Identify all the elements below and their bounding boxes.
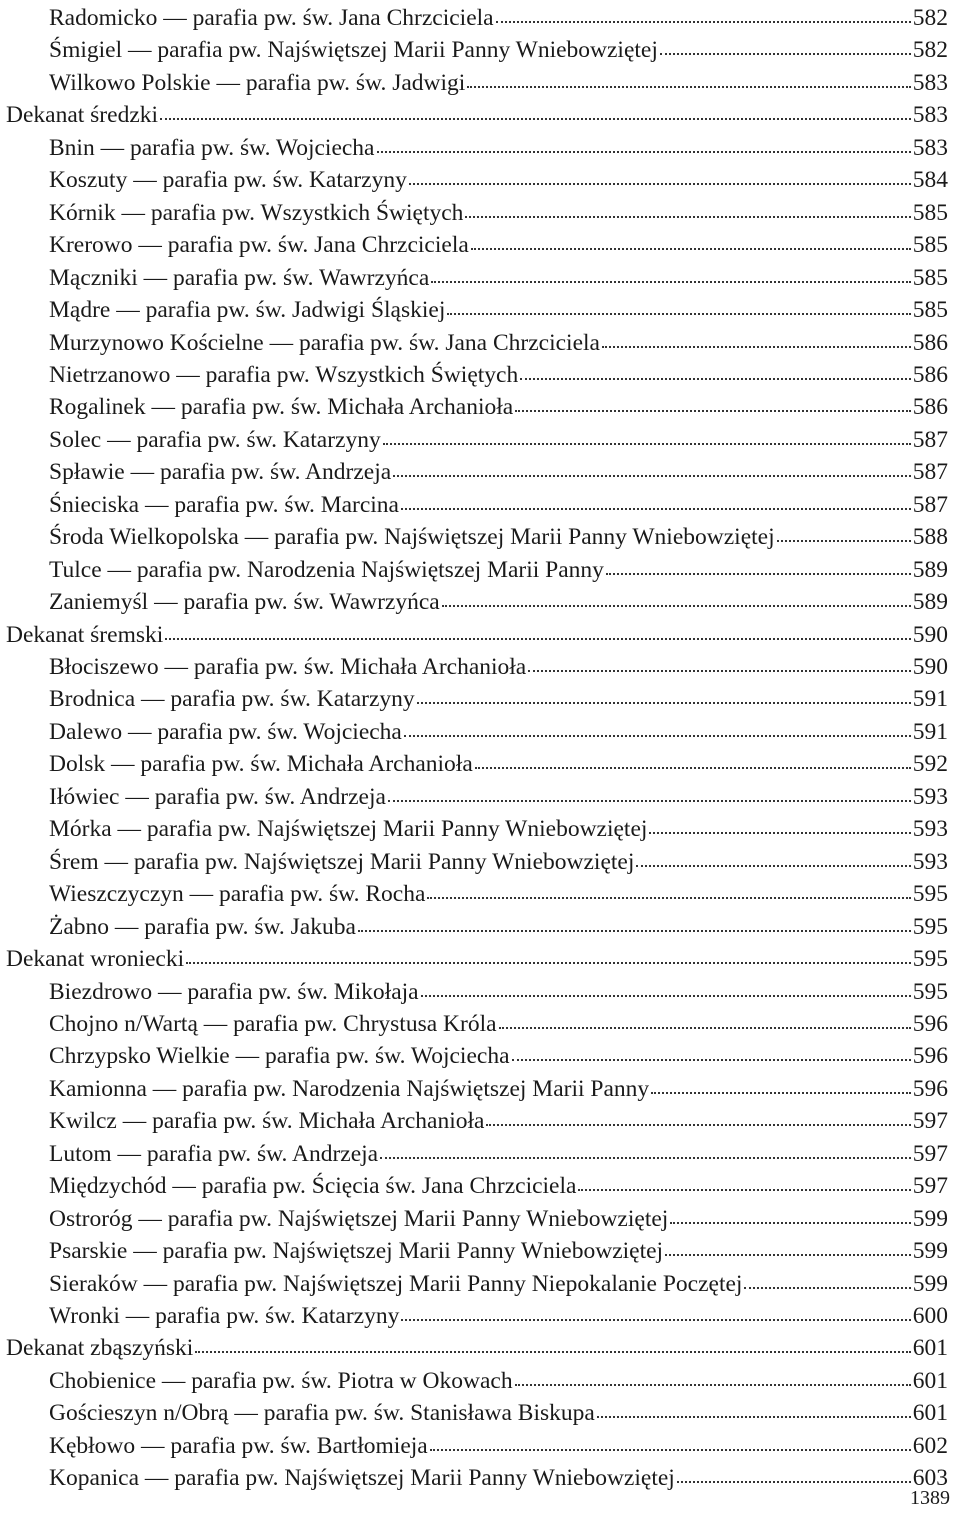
toc-entry-title: Krerowo — parafia pw. św. Jana Chrzciciela [49,232,469,259]
dot-leader [578,1189,910,1191]
dot-leader [677,1481,911,1483]
toc-entry-title: Solec — parafia pw. św. Katarzyny [49,426,381,453]
toc-entry-page-number: 599 [912,1205,948,1232]
toc-section-heading [6,943,948,975]
toc-entry-page-number: 582 [912,37,948,64]
dot-leader [471,248,911,250]
toc-section-heading [6,99,948,131]
toc-entry-page-number: 602 [912,1432,948,1459]
toc-entry-page-number: 603 [912,1465,948,1492]
page-number: 1389 [910,1487,950,1509]
toc-entry-page-number: 601 [912,1367,948,1394]
toc-entry-title: Iłówiec — parafia pw. św. Andrzeja [49,783,386,810]
toc-entry-page-number: 601 [912,1335,948,1362]
toc-entry [49,878,948,910]
dot-leader [447,313,910,315]
toc-entry-page-number: 583 [912,102,948,129]
toc-entry [49,164,948,196]
toc-entry [49,748,948,780]
dot-leader [401,1319,910,1321]
toc-entry [49,1170,948,1202]
dot-leader [636,865,910,867]
dot-leader [660,53,911,55]
toc-entry-title: Śrem — parafia pw. Najświętszej Marii Panny Wniebowziętej [49,848,635,875]
toc-entry-title: Nietrzanowo — parafia pw. Wszystkich Świętych [49,361,519,388]
dot-leader [665,1254,911,1256]
dot-leader [388,800,911,802]
dot-leader [515,410,911,412]
toc-entry-page-number: 597 [912,1108,948,1135]
toc-entry-title: Spławie — parafia pw. św. Andrzeja [49,459,392,486]
toc-entry-title: Tulce — parafia pw. Narodzenia Najświętszej Marii Panny [49,556,604,583]
toc-entry-page-number: 585 [912,264,948,291]
toc-entry-page-number: 587 [912,459,948,486]
toc-entry-page-number: 595 [912,978,948,1005]
dot-leader [602,346,911,348]
toc-entry [49,554,948,586]
dot-leader [670,1222,910,1224]
toc-entry [49,683,948,715]
dot-leader [606,573,911,575]
toc-entry-page-number: 595 [912,913,948,940]
toc-entry [49,489,948,521]
dot-leader [404,735,911,737]
dot-leader [160,118,911,120]
toc-entry-page-number: 589 [912,556,948,583]
dot-leader [465,216,910,218]
toc-entry-page-number: 596 [912,1043,948,1070]
dot-leader [430,1449,911,1451]
toc-entry-title: Sieraków — parafia pw. Najświętszej Marii Panny Niepokalanie Poczętej [49,1270,743,1297]
toc-entry-title: Dekanat średzki [6,102,159,129]
toc-entry [49,1430,948,1462]
dot-leader [486,1124,910,1126]
toc-entry-title: Bnin — parafia pw. św. Wojciecha [49,134,375,161]
toc-entry-page-number: 597 [912,1173,948,1200]
toc-entry-title: Kopanica — parafia pw. Najświętszej Marii Panny Wniebowziętej [49,1465,675,1492]
toc-entry [49,1235,948,1267]
toc-entry-page-number: 599 [912,1270,948,1297]
toc-entry-page-number: 583 [912,134,948,161]
toc-entry-title: Chobienice — parafia pw. św. Piotra w Okowach [49,1367,513,1394]
toc-entry-title: Mórka — parafia pw. Najświętszej Marii Panny Wniebowziętej [49,816,648,843]
toc-entry-title: Chrzypsko Wielkie — parafia pw. św. Wojciecha [49,1043,510,1070]
dot-leader [597,1416,911,1418]
toc-entry [49,813,948,845]
toc-entry-title: Wieszczyczyn — parafia pw. św. Rocha [49,881,426,908]
toc-entry-page-number: 582 [912,5,948,31]
dot-leader [744,1287,910,1289]
toc-entry-title: Dekanat zbąszyński [6,1335,194,1362]
toc-entry-page-number: 585 [912,199,948,226]
toc-entry-title: Dolsk — parafia pw. św. Michała Archanioła [49,751,473,778]
toc-entry-title: Rogalinek — parafia pw. św. Michała Archanioła [49,394,514,421]
toc-entry [49,67,948,99]
toc-entry [49,456,948,488]
toc-entry [49,262,948,294]
toc-entry-title: Dalewo — parafia pw. św. Wojciecha [49,718,402,745]
toc-entry [49,294,948,326]
dot-leader [427,897,910,899]
toc-entry [49,327,948,359]
toc-entry [49,1105,948,1137]
dot-leader [777,540,911,542]
toc-entry-title: Gościeszyn n/Obrą — parafia pw. św. Stanisława Biskupa [49,1400,595,1427]
toc-entry-page-number: 599 [912,1238,948,1265]
toc-entry-title: Ostroróg — parafia pw. Najświętszej Marii Panny Wniebowziętej [49,1205,669,1232]
toc-entry-title: Wilkowo Polskie — parafia pw. św. Jadwigi [49,69,466,96]
toc-entry [49,1073,948,1105]
toc-entry-page-number: 586 [912,394,948,421]
toc-entry [49,424,948,456]
toc-entry-title: Zaniemyśl — parafia pw. św. Wawrzyńca [49,589,440,616]
dot-leader [195,1351,910,1353]
dot-leader [499,1027,911,1029]
toc-entry-page-number: 587 [912,491,948,518]
dot-leader [649,832,910,834]
toc-entry-title: Kębłowo — parafia pw. św. Bartłomieja [49,1432,428,1459]
toc-entry [49,359,948,391]
toc-entry-page-number: 592 [912,751,948,778]
toc-entry-page-number: 591 [912,686,948,713]
toc-entry-title: Koszuty — parafia pw. św. Katarzyny [49,167,407,194]
toc-section-heading [6,1332,948,1364]
toc-entry-page-number: 600 [912,1303,948,1329]
toc-entry-title: Środa Wielkopolska — parafia pw. Najświętszej Marii Panny Wniebowziętej [49,524,775,551]
toc-entry-page-number: 597 [912,1140,948,1167]
toc-entry-page-number: 586 [912,361,948,388]
toc-entry-title: Biezdrowo — parafia pw. św. Mikołaja [49,978,419,1005]
toc-entry-title: Mądre — parafia pw. św. Jadwigi Śląskiej [49,297,446,324]
dot-leader [512,1059,911,1061]
toc-entry-title: Brodnica — parafia pw. św. Katarzyny [49,686,415,713]
dot-leader [496,21,911,23]
toc-entry-page-number: 585 [912,297,948,324]
toc-entry [49,132,948,164]
toc-entry-page-number: 595 [912,946,948,973]
dot-leader [475,767,911,769]
dot-leader [186,962,911,964]
toc-entry-page-number: 590 [912,621,948,648]
toc-entry [49,197,948,229]
toc-entry-page-number: 586 [912,329,948,356]
toc-entry [49,521,948,553]
toc-entry [49,1365,948,1397]
toc-entry [49,846,948,878]
toc-entry-title: Lutom — parafia pw. św. Andrzeja [49,1140,379,1167]
dot-leader [358,930,911,932]
toc-entry [49,781,948,813]
toc-entry [49,651,948,683]
toc-entry [49,911,948,943]
toc-entry [49,1203,948,1235]
dot-leader [409,183,911,185]
toc-entry-page-number: 583 [912,69,948,96]
toc-entry-page-number: 585 [912,232,948,259]
toc-entry [49,976,948,1008]
toc-entry-page-number: 591 [912,718,948,745]
toc-entry-page-number: 593 [912,816,948,843]
dot-leader [393,475,911,477]
toc-entry-title: Murzynowo Kościelne — parafia pw. św. Jana Chrzciciela [49,329,600,356]
toc-entry [49,1397,948,1429]
toc-entry [49,1138,948,1170]
toc-entry-title: Chojno n/Wartą — parafia pw. Chrystusa Króla [49,1010,497,1037]
toc-entry-title: Radomicko — parafia pw. św. Jana Chrzciciela [49,5,494,31]
dot-leader [377,151,911,153]
dot-leader [431,281,910,283]
toc-entry [49,34,948,66]
toc-entry-title: Kwilcz — parafia pw. św. Michała Archanioła [49,1108,485,1135]
toc-entry-page-number: 595 [912,881,948,908]
toc-entry-page-number: 584 [912,167,948,194]
toc-entry-title: Mączniki — parafia pw. św. Wawrzyńca [49,264,430,291]
toc-entry-title: Kórnik — parafia pw. Wszystkich Świętych [49,199,464,226]
dot-leader [520,378,911,380]
dot-leader [515,1384,911,1386]
toc-entry-page-number: 590 [912,654,948,680]
dot-leader [421,995,911,997]
toc-entry [49,1462,948,1494]
toc-entry-title: Międzychód — parafia pw. Ścięcia św. Jana Chrzciciela [49,1173,577,1200]
toc-entry-page-number: 589 [912,589,948,616]
dot-leader [528,670,911,672]
toc-entry [49,1040,948,1072]
dot-leader [417,702,911,704]
dot-leader [401,508,911,510]
toc-entry [49,2,948,34]
toc-entry-title: Wronki — parafia pw. św. Katarzyny [49,1303,400,1329]
toc-entry-page-number: 601 [912,1400,948,1427]
toc-entry [49,586,948,618]
dot-leader [651,1092,911,1094]
toc-entry [49,229,948,261]
toc-entry-page-number: 593 [912,783,948,810]
toc-entry-title: Śmigiel — parafia pw. Najświętszej Marii Panny Wniebowziętej [49,37,658,64]
toc-entry-title: Kamionna — parafia pw. Narodzenia Najświętszej Marii Panny [49,1075,650,1102]
toc-entry [49,1268,948,1300]
toc-entry-page-number: 596 [912,1010,948,1037]
dot-leader [442,605,911,607]
toc-entry [49,716,948,748]
toc-entry-title: Śnieciska — parafia pw. św. Marcina [49,491,399,518]
dot-leader [165,638,910,640]
toc-entry [49,391,948,423]
toc-entry-page-number: 588 [912,524,948,551]
toc-entry [49,1008,948,1040]
toc-entry-title: Dekanat wroniecki [6,946,185,973]
toc-entry-page-number: 587 [912,426,948,453]
dot-leader [380,1157,911,1159]
toc-entry-title: Dekanat śremski [6,621,164,648]
dot-leader [467,86,910,88]
toc-section-heading [6,619,948,651]
toc-entry-title: Psarskie — parafia pw. Najświętszej Marii Panny Wniebowziętej [49,1238,664,1265]
toc-entry [49,1300,948,1332]
toc-entry-page-number: 593 [912,848,948,875]
toc-entry-title: Żabno — parafia pw. św. Jakuba [49,913,356,940]
toc-entry-page-number: 596 [912,1075,948,1102]
dot-leader [383,443,911,445]
toc-entry-title: Błociszewo — parafia pw. św. Michała Archanioła [49,654,527,680]
